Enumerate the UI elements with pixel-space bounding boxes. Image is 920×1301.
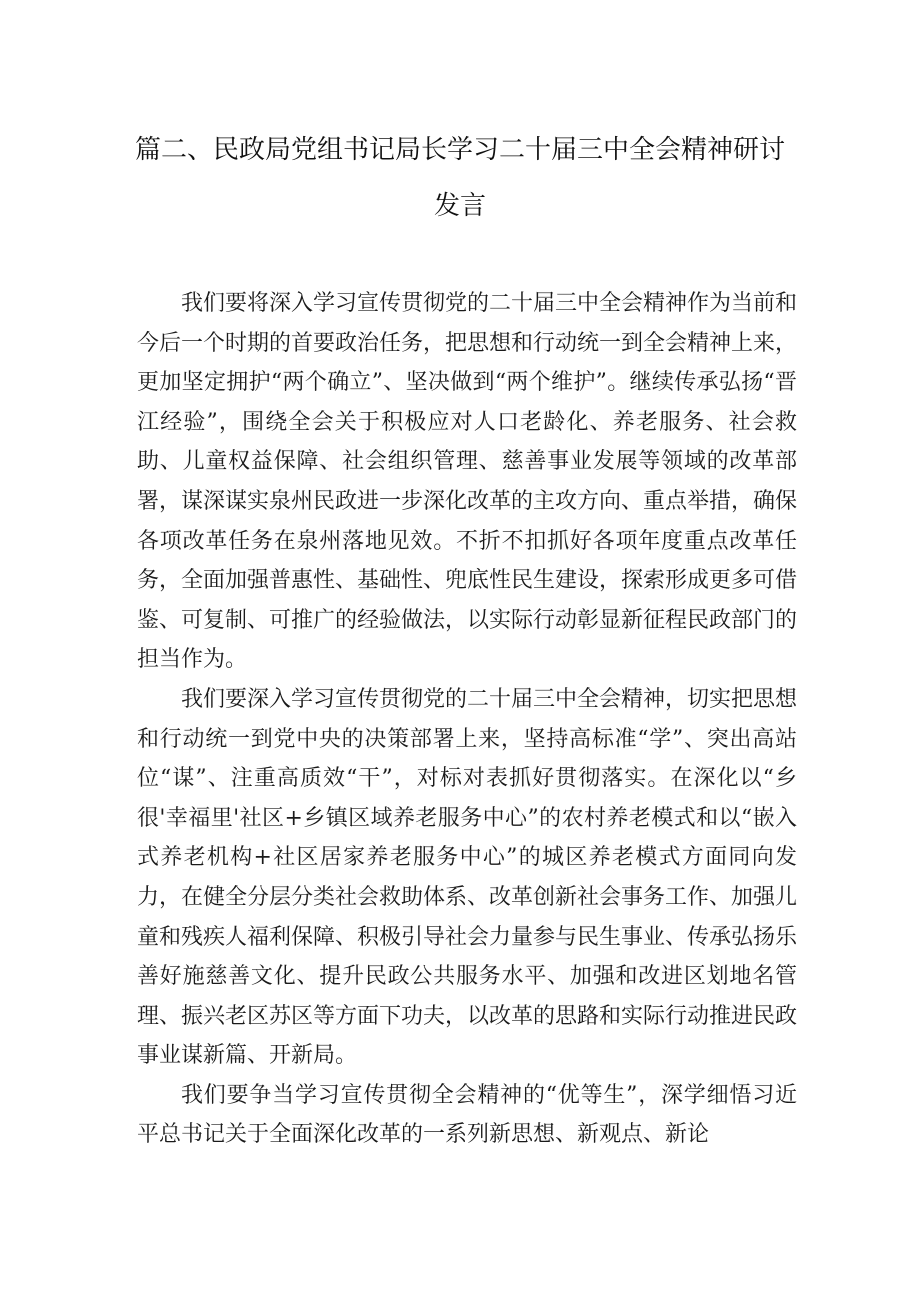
title-line-2: 发言 xyxy=(433,191,486,221)
document-title xyxy=(0,122,920,234)
paragraph-1: 我们要将深入学习宣传贯彻党的二十届三中全会精神作为当前和今后一个时期的首要政治任务，把思想和行动统一到全会精神上来，更加坚定拥护“两个确立”、坚决做到“两个维护”。继续传承弘扬“晋江经验”，围绕全会关于积极应对人口老龄化、养老服务、社会救助、儿童权益保障、社会组织管理、慈善事业发展等领域的改革部署，谋深谋实泉州民政进一步深化改革的主攻方向、重点举措，确保各项改革任务在泉州落地见效。不折不扣抓好各项年度重点改革任务，全面加强普惠性、基础性、兜底性民生建设，探索形成更多可借鉴、可复制、可推广的经验做法，以实际行动彰显新征程民政部门的担当作为。 xyxy=(137,291,798,673)
paragraph-3: 我们要争当学习宣传贯彻全会精神的“优等生”，深学细悟习近平总书记关于全面深化改革的一系列新思想、新观点、新论 xyxy=(137,1082,797,1148)
paragraph-2: 我们要深入学习宣传贯彻党的二十届三中全会精神，切实把思想和行动统一到党中央的决策部署上来，坚持高标准“学”、突出高站位“谋”、注重高质效“干”，对标对表抓好贯彻落实。在深化以“乡很'幸福里'社区+乡镇区域养老服务中心”的农村养老模式和以“嵌入式养老机构+社区居家养老服务中心”的城区养老模式方面同向发力，在健全分层分类社会救助体系、改革创新社会事务工作、加强儿童和残疾人福利保障、积极引导社会力量参与民生事业、传承弘扬乐善好施慈善文化、提升民政公共服务水平、加强和改进区划地名管理、振兴老区苏区等方面下功夫，以改革的思路和实际行动推进民政事业谋新篇、开新局。 xyxy=(137,686,798,1069)
document-body xyxy=(137,284,797,1155)
title-line-1: 篇二、民政局党组书记局长学习二十届三中全会精神研讨 xyxy=(134,135,785,165)
